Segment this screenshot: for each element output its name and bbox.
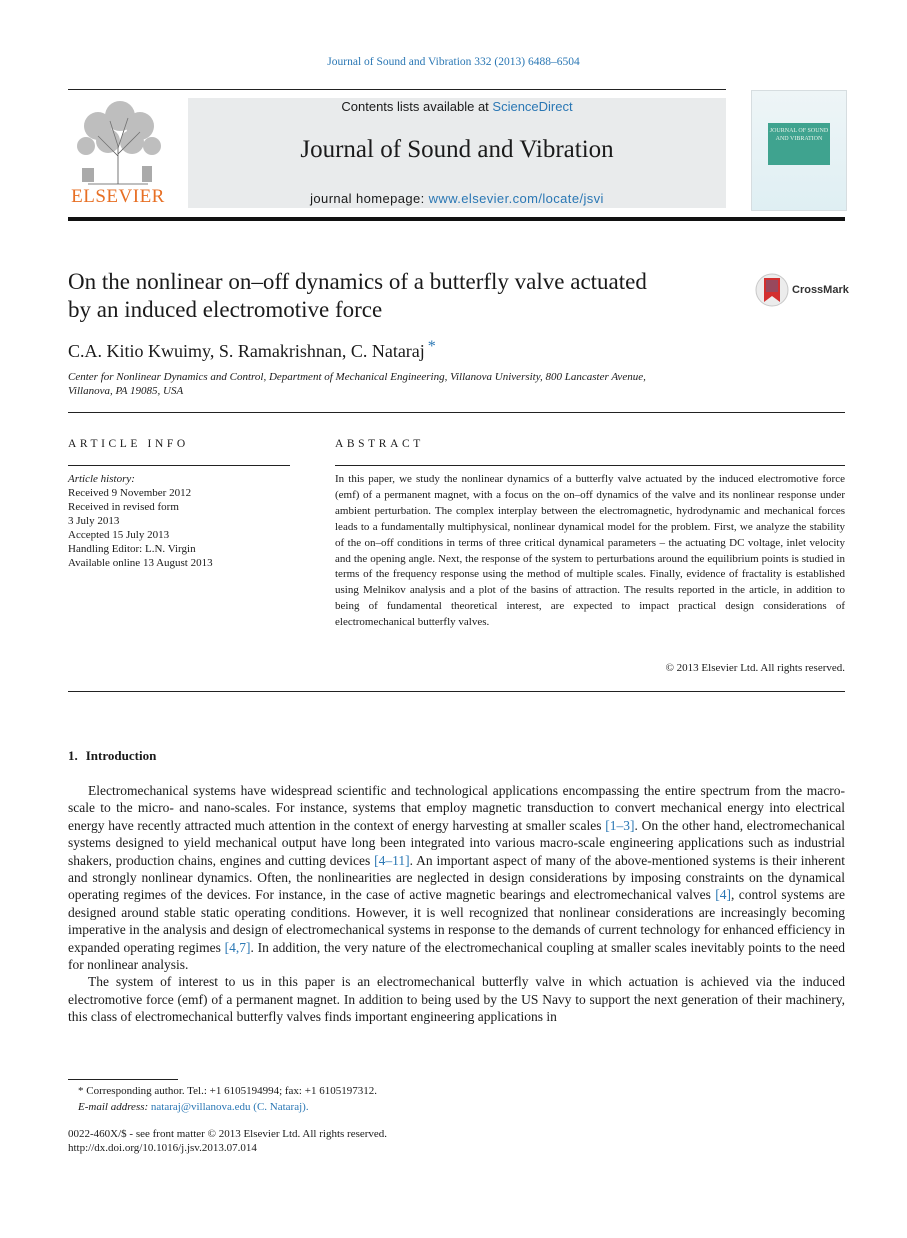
abstract-rule	[335, 465, 845, 466]
citation-link[interactable]: [4,7]	[224, 939, 251, 955]
affiliation-line1: Center for Nonlinear Dynamics and Control, Department of Mechanical Engineering, Villanova University, 800 Lancaster Avenue,	[68, 371, 646, 383]
cover-title: JOURNAL OF SOUND AND VIBRATION	[768, 123, 830, 165]
issn-line: 0022-460X/$ - see front matter © 2013 Elsevier Ltd. All rights reserved.	[68, 1128, 388, 1140]
corresponding-author-note: * Corresponding author. Tel.: +1 6105194994; fax: +1 6105197312.	[78, 1085, 377, 1097]
citation-link[interactable]: [4–11]	[374, 852, 410, 868]
elsevier-logo	[68, 96, 168, 208]
text-run: . An important aspect of many of the above-mentioned systems is their inherent and strongly nonlinear dynamics. Often, the nonlinearities are neglected in design considerations by imposing constraints on the dynamical operating regimes of the devices. For instance, in the case of active magnetic bearings and electromechanical valves	[68, 852, 845, 903]
history-line: 3 July 2013	[68, 515, 120, 527]
homepage-line	[188, 191, 726, 206]
paragraph	[68, 782, 845, 973]
paragraph: The system of interest to us in this paper is an electromechanical butterfly valve in which actuation is achieved via the induced electromotive force (emf) of a permanent magnet. In addition to being used by the US Navy to support the next generation of their machinery, this class of electromechanical butterfly valves finds important engineering applications in	[68, 974, 845, 1025]
history-line: Received 9 November 2012	[68, 487, 192, 499]
abstract-copyright: © 2013 Elsevier Ltd. All rights reserved.	[665, 662, 845, 674]
homepage-link[interactable]: www.elsevier.com/locate/jsvi	[428, 191, 604, 206]
authors	[68, 338, 436, 362]
text-run: . On the other hand, electromechanical systems designed to yield mechanical output have long been integrated into various macro-scale engineering applications such as industrial shakers, production chains, engines and cutting devices	[68, 817, 845, 868]
text-run: Electromechanical systems have widespread scientific and technological applications encompassing the entire spectrum from the macro-scale to the micro- and nano-scales. For instance, systems that employ magnetic transduction to convert mechanical energy into electrical energy have recently attracted much attention in the context of energy harvesting at smaller scales	[68, 783, 845, 833]
citation-link[interactable]: [4]	[715, 887, 731, 903]
doi-line[interactable]: http://dx.doi.org/10.1016/j.jsv.2013.07.014	[68, 1142, 257, 1154]
section-title: Introduction	[85, 748, 157, 763]
bottom-info	[68, 1127, 387, 1155]
corresponding-author-mark[interactable]: *	[427, 338, 436, 355]
footnote-rule	[68, 1079, 178, 1080]
text-run: . In addition, the very nature of the electromechanical coupling at smaller scales inevitably points to the need for nonlinear analysis.	[68, 939, 845, 973]
section-heading-introduction	[68, 748, 156, 764]
abstract-end-rule	[68, 691, 845, 692]
crossmark-label: CrossMark	[792, 284, 849, 296]
header-rule	[68, 89, 726, 90]
article-history	[68, 472, 213, 570]
footnote	[68, 1084, 377, 1115]
contents-line	[188, 99, 726, 114]
history-label: Article history:	[68, 473, 135, 485]
history-line: Accepted 15 July 2013	[68, 529, 170, 541]
article-info-rule	[68, 465, 290, 466]
introduction-body	[68, 782, 845, 1026]
history-line: Available online 13 August 2013	[68, 557, 213, 569]
contents-prefix: Contents lists available at	[341, 99, 493, 114]
abstract-heading: ABSTRACT	[335, 438, 424, 450]
elsevier-wordmark: ELSEVIER	[71, 186, 165, 207]
journal-title: Journal of Sound and Vibration	[300, 136, 614, 163]
homepage-prefix: journal homepage:	[310, 191, 429, 206]
article-title-line1: On the nonlinear on–off dynamics of a butterfly valve actuated	[68, 269, 647, 294]
article-title	[68, 268, 748, 324]
crossmark-badge[interactable]	[754, 272, 849, 308]
email-note	[68, 1100, 377, 1116]
affiliation-rule	[68, 412, 845, 413]
running-head[interactable]: Journal of Sound and Vibration 332 (2013) 6488–6504	[327, 56, 580, 68]
crossmark-icon	[754, 272, 790, 308]
abstract-text: In this paper, we study the nonlinear dynamics of a butterfly valve actuated by the induced electromotive force (emf) of a permanent magnet, with a focus on the on–off dynamics of the valve and its nonlinear response under ambient perturbation. The complex interplay between the electromagnetic, hydrodynamic and mechanical forces leads to a fundamentally multiphysical, nonlinear dynamical model for the problem. First, we analyze the stability of the on–off conditions in terms of three critical dynamical parameters – the actuating DC voltage, inlet velocity and the opening angle. Next, the response of the system to perturbations around the equilibrium points is studied in terms of the frequency response using the method of multiple scales. Finally, evidence of fractality is established using Melnikov analysis and a plot of the basins of attraction. The results reported in the article, in addition to being of fundamental theoretical interest, are expected to impact practical design considerations of electromechanical butterfly valves.	[335, 473, 845, 629]
citation-link[interactable]: [1–3]	[605, 817, 635, 833]
author-names: C.A. Kitio Kwuimy, S. Ramakrishnan, C. Nataraj	[68, 341, 425, 361]
masthead-rule	[68, 217, 845, 221]
history-line: Handling Editor: L.N. Virgin	[68, 543, 196, 555]
affiliation-line2: Villanova, PA 19085, USA	[68, 385, 184, 397]
article-info-heading: ARTICLE INFO	[68, 438, 189, 450]
email-label: E-mail address:	[78, 1100, 149, 1113]
article-title-line2: by an induced electromotive force	[68, 297, 383, 322]
text-run: , control systems are designed around stable static operating conditions. However, it is well recognized that nonlinear considerations are increasingly becoming imperative in the analysis and design of electromechanical systems in response to the demands of current technology for enhanced efficiency in expanded operating regimes	[68, 887, 845, 955]
affiliation	[68, 370, 768, 398]
email-link[interactable]: nataraj@villanova.edu (C. Nataraj).	[150, 1100, 309, 1113]
history-line: Received in revised form	[68, 501, 179, 513]
journal-cover-thumbnail[interactable]	[751, 90, 847, 211]
sciencedirect-link[interactable]: ScienceDirect	[492, 99, 573, 114]
section-number: 1.	[68, 748, 78, 763]
